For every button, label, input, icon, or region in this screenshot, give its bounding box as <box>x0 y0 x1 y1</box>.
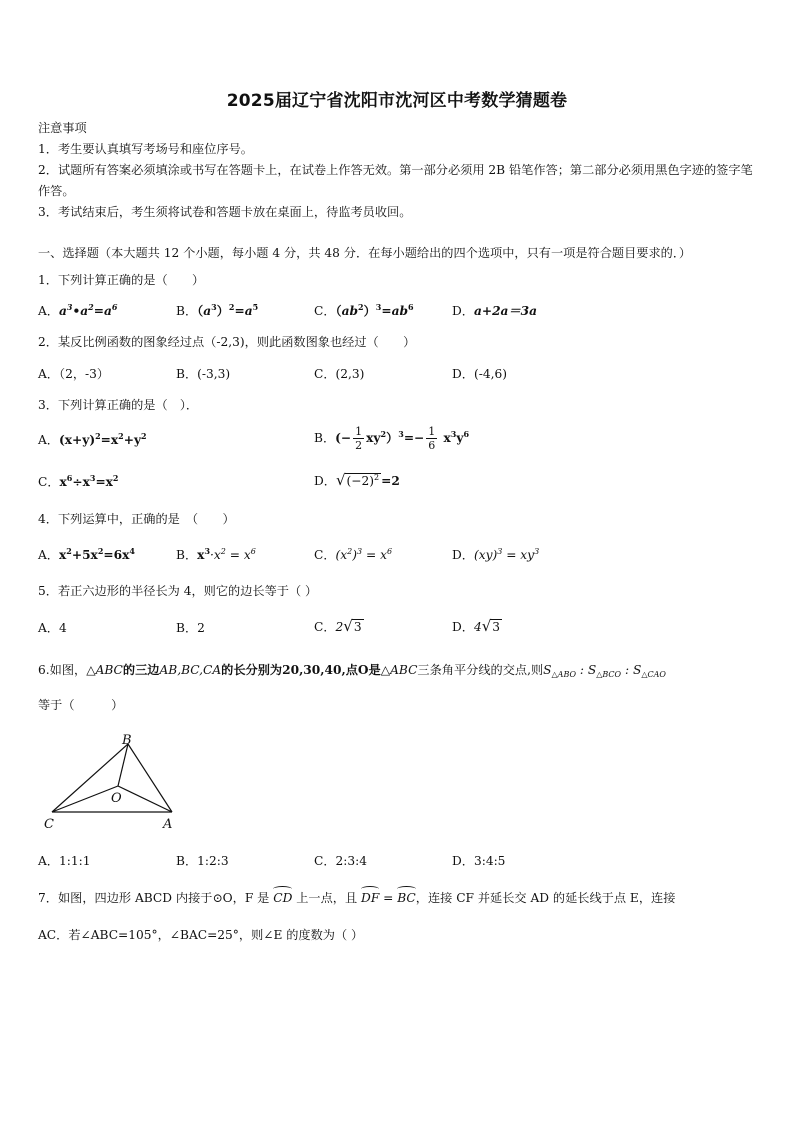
q1-option-d: D．a+2a＝3a <box>452 304 538 318</box>
question-6-stem: 6.如图，△ABC的三边AB,BC,CA的长分别为20,30,40,点O是△ABC三条角平分线的交点,则$S_{\triangle ABO}$ : $S_{\triangle BCO}$ : $S_{\triangle CAO}$ <box>38 663 666 679</box>
notice-item-2: 2．试题所有答案必须填涂或书写在答题卡上，在试卷上作答无效。第一部分必须用 2B 铅笔作答；第二部分必须用黑色字迹的签字笔作答。 <box>38 163 753 198</box>
section-heading: 一、选择题（本大题共 12 个小题，每小题 4 分，共 48 分．在每小题给出的四个选项中，只有一项是符合题目要求的．） <box>38 246 692 260</box>
q5-option-c: C．2√3 <box>314 617 362 635</box>
question-6-tail: 等于（ ） <box>38 698 124 712</box>
q6-option-c: C．2:3:4 <box>314 854 367 868</box>
label-b: B <box>122 733 132 748</box>
notice-item-1: 1．考生要认真填写考场号和座位序号。 <box>38 142 253 156</box>
label-a: A <box>163 817 173 832</box>
question-3-stem: 3．下列计算正确的是（ ）． <box>38 398 199 412</box>
page-title: 2025届辽宁省沈阳市沈河区中考数学猜题卷 <box>226 91 568 111</box>
triangle-figure <box>44 732 184 832</box>
q4-option-b: B．$x^3\cdot x^2 = x^6$ <box>176 546 256 562</box>
q2-option-d: D．(-4,6) <box>452 367 507 381</box>
q4-option-c: C．$(x^2)^3 = x^6$ <box>314 547 393 562</box>
q2-option-c: C．(2,3) <box>314 367 365 381</box>
q5-option-a: A．4 <box>38 621 67 635</box>
notice-item-3: 3．考试结束后，考生须将试卷和答题卡放在桌面上，待监考员收回。 <box>38 205 412 219</box>
q5-option-d: D．4√3 <box>452 617 501 635</box>
label-c: C <box>44 817 54 832</box>
q1-option-c: C．$(ab^2)^3=ab^6$ <box>314 302 414 318</box>
q2-option-b: B．(-3,3) <box>176 367 231 381</box>
question-5-stem: 5．若正六边形的半径长为 4，则它的边长等于（ ） <box>38 584 318 598</box>
notice-heading: 注意事项 <box>38 121 87 135</box>
question-4-stem: 4．下列运算中，正确的是 （ ） <box>38 512 235 526</box>
question-2-stem: 2．某反比例函数的图象经过点（-2,3)，则此函数图象也经过（ ） <box>38 335 416 349</box>
q2-option-a: A．（2，-3） <box>38 367 110 381</box>
q3-option-b: B．(− $\frac{1}{2}$ $xy^2)^3=-$ $\frac{1}{6}$ $x^3y^6$ <box>314 425 470 452</box>
question-7-line2: AC．若∠ABC=105°，∠BAC=25°，则∠E 的度数为（ ） <box>38 928 364 942</box>
question-1-stem: 1．下列计算正确的是（ ） <box>38 273 205 287</box>
q5-option-b: B．2 <box>176 621 205 635</box>
q4-option-a: A．$x^2+5x^2=6x^4$ <box>38 546 135 562</box>
q4-option-d: D．$(xy)^3 = xy^3$ <box>452 547 540 562</box>
q3-option-c: C．$x^6\div x^3=x^2$ <box>38 473 119 489</box>
q1-option-b: B．$(a^3)^2=a^5$ <box>176 302 259 318</box>
q1-option-a: A．$a^3•a^2=a^6$ <box>38 302 118 318</box>
q6-option-d: D．3:4:5 <box>452 854 506 868</box>
q6-option-b: B．1:2:3 <box>176 854 229 868</box>
bisector-bo <box>118 744 128 786</box>
question-7-line1: 7．如图，四边形 ABCD 内接于⊙O，F 是 CD 上一点，且 DF = BC，连接 CF 并延长交 AD 的延长线于点 E，连接 <box>38 891 676 905</box>
label-o: O <box>111 791 122 806</box>
bisector-co <box>52 786 118 812</box>
q3-option-a: A．$(x+y)^2=x^2+y^2$ <box>38 431 147 447</box>
q6-option-a: A．1:1:1 <box>38 854 91 868</box>
q3-option-d: D．$√(-2)^2 =2$ <box>314 471 400 489</box>
